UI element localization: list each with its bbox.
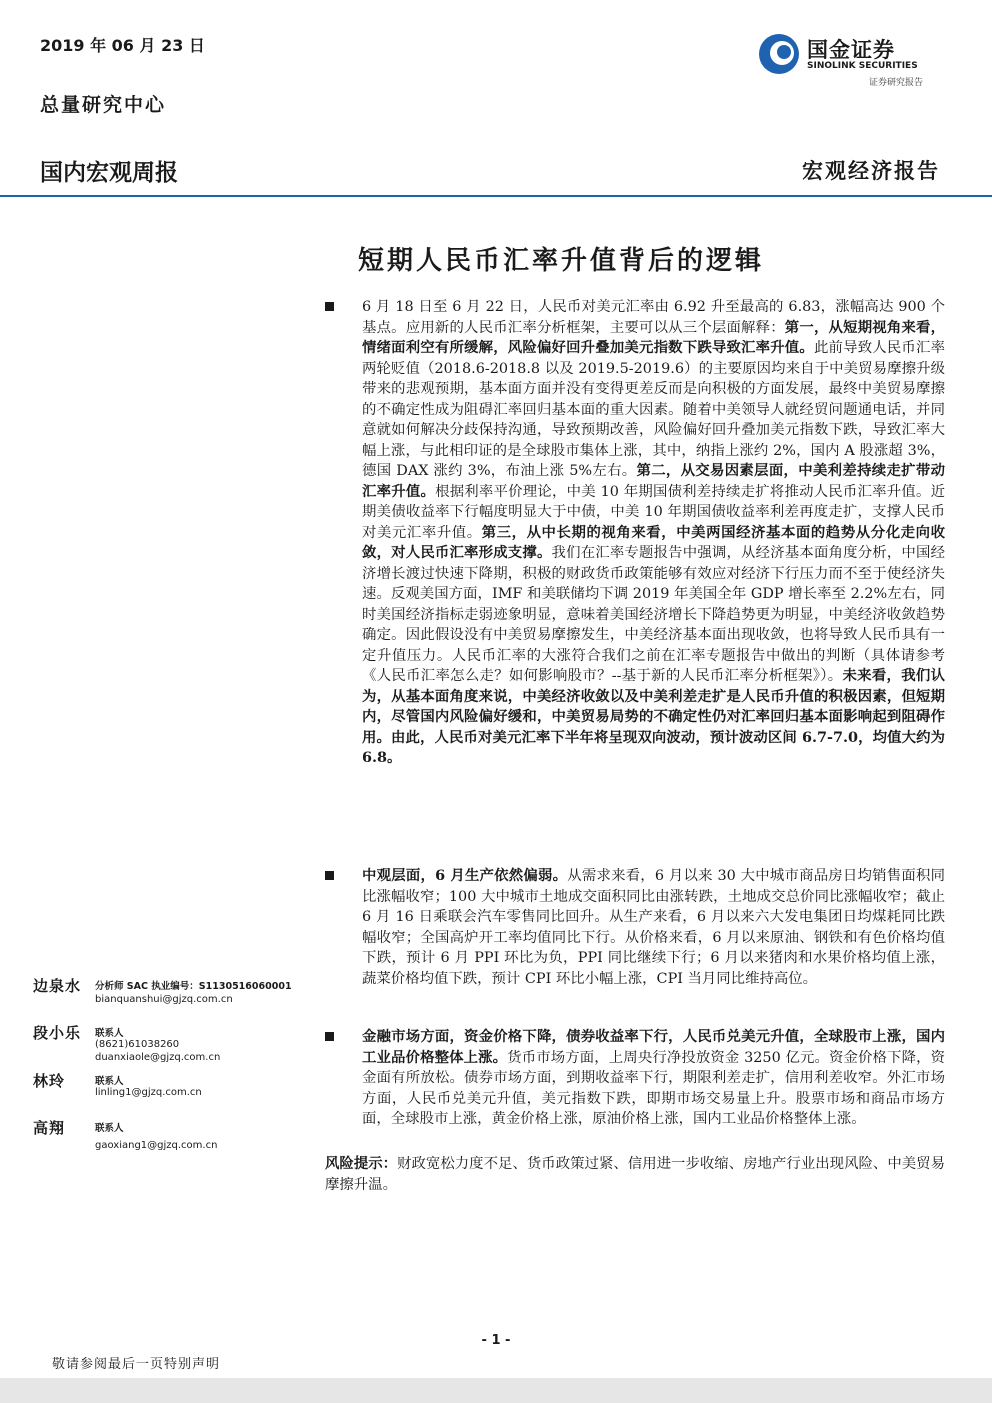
- bullet-segment: 从需求来看，6 月以来 30 大中城市商品房日均销售面积同比涨幅收窄；100 大中城市土地成交面积同比由涨转跌，土地成交总价同比涨幅收窄；截止 6 月 16 日乘联会汽车零售同比回升。从生产来看，6 月以来六大发电集团日均煤耗同比跌幅收窄；全国高炉开工率均值同比下行。从价格来看，6 月以来原油、钢铁和有色价格均值下跌，预计 6 月 PPI 环比为负，PPI 同比继续下行；6 月以来猪肉和水果价格均值上涨，蔬菜价格均值下跌，预计 CPI 环比小幅上涨，CPI 当月同比维持高位。: [362, 868, 945, 987]
- analyst-phone: (8621)61038260: [95, 1039, 180, 1050]
- bullet-segment: 此前导致人民币汇率两轮贬值（2018.6-2018.8 以及 2019.5-2019.6）的主要原因均来自于中美贸易摩擦升级带来的悲观预期，基本面方面并没有变得更差反而是向积极的方面发展，最终中美贸易摩擦的不确定性成为阻碍汇率回归基本面的重大因素。随着中美领导人就经贸问题通电话，并同意就如何解决分歧保持沟通，导致预期改善，风险偏好回升叠加美元指数下跌，导致汇率大幅上涨，与此相印证的是全球股市集体上涨，其中，纳指上涨约 2%，国内 A 股涨超 3%，德国 DAX 涨约 3%，布油上涨 5%左右。: [362, 340, 945, 479]
- company-logo: [757, 30, 957, 92]
- bullet-emphasis: 未来看，我们认为，从基本面角度来说，中美经济收敛以及中美利差走扩是人民币升值的积极因素，但短期内，尽管国内风险偏好缓和，中美贸易局势的不确定性仍对汇率回归基本面影响起到阻碍作用。由此，人民币对美元汇率下半年将呈现双向波动，预计波动区间 6.7-7.0，均值大约为 6.8。: [362, 667, 945, 766]
- logo-subtitle: 证券研究报告: [869, 78, 924, 88]
- bullet-text: [362, 1027, 945, 1130]
- analyst-name: 林玲: [33, 1072, 66, 1090]
- report-type: 国内宏观周报: [40, 160, 178, 186]
- analyst-role: 联系人: [95, 1028, 124, 1039]
- report-date: 2019 年 06 月 23 日: [40, 36, 205, 55]
- bullet-square-icon: [325, 302, 334, 311]
- bullet-segment: 6 月 18 日至 6 月 22 日，人民币对美元汇率由 6.92 升至最高的 6.83，涨幅高达 900 个基点。应用新的人民币汇率分析框架，主要可以从三个层面解释：: [362, 299, 945, 336]
- bullet-square-icon: [325, 1032, 334, 1041]
- department-name: 总量研究中心: [40, 94, 167, 116]
- summary-bullet: [325, 1027, 945, 1130]
- risk-text: 财政宽松力度不足、货币政策过紧、信用进一步收缩、房地产行业出现风险、中美贸易摩擦升温。: [325, 1156, 945, 1193]
- summary-bullet: [325, 866, 945, 989]
- bullet-text: [362, 297, 945, 769]
- bullet-square-icon: [325, 871, 334, 880]
- analyst-role: 联系人: [95, 1123, 124, 1134]
- bullet-emphasis: 第二，从交易因素层面，中美利差持续走扩带动汇率升值。: [362, 462, 945, 500]
- bullet-emphasis: 第一，从短期视角来看，情绪面利空有所缓解，风险偏好回升叠加美元指数下跌导致汇率升值。: [362, 318, 945, 356]
- header-divider: [0, 195, 992, 197]
- sinolink-logo-icon: [757, 32, 801, 76]
- risk-warning: [325, 1154, 945, 1195]
- analyst-name: 段小乐: [33, 1024, 82, 1042]
- logo-name-en: SINOLINK SECURITIES: [807, 61, 918, 71]
- page-number: - 1 -: [481, 1333, 511, 1348]
- analyst-email[interactable]: linling1@gjzq.com.cn: [95, 1087, 202, 1098]
- bullet-emphasis: 金融市场方面，资金价格下降，债券收益率下行，人民币兑美元升值，全球股市上涨，国内工业品价格整体上涨。: [362, 1028, 945, 1066]
- bullet-segment: 我们在汇率专题报告中强调，从经济基本面角度分析，中国经济增长渡过快速下降期，积极的财政货币政策能够有效应对经济下行压力而不至于使经济失速。反观美国方面，IMF 和美联储均下调 2019 年美国全年 GDP 增长率至 2.2%左右，同时美国经济指标走弱迹象明显，意味着美国经济增长下降趋势更为明显，中美经济收敛趋势确定。因此假设没有中美贸易摩擦发生，中美经济基本面出现收敛，也将导致人民币具有一定升值压力。人民币汇率的大涨符合我们之前在汇率专题报告中做出的判断（具体请参考《人民币汇率怎么走？如何影响股市？--基于新的人民币汇率分析框架》）。: [362, 545, 945, 684]
- bullet-segment: 根据利率平价理论，中美 10 年期国债利差持续走扩将推动人民币汇率升值。近期美债收益率下行幅度明显大于中债，中美 10 年期国债收益率利差再度走扩，支撑人民币对美元汇率升值。: [362, 483, 945, 541]
- summary-bullet: [325, 297, 945, 769]
- analyst-role: 联系人: [95, 1076, 124, 1087]
- bullet-text: [362, 866, 945, 989]
- logo-name-cn: 国金证券: [807, 38, 895, 62]
- analyst-name: 高翔: [33, 1119, 66, 1137]
- bullet-emphasis: 第三，从中长期的视角来看，中美两国经济基本面的趋势从分化走向收敛，对人民币汇率形成支撑。: [362, 523, 945, 561]
- analyst-role: 分析师 SAC 执业编号：S1130516060001: [95, 981, 292, 992]
- footer-disclaimer: 敬请参阅最后一页特别声明: [52, 1357, 221, 1372]
- analyst-email[interactable]: gaoxiang1@gjzq.com.cn: [95, 1140, 218, 1151]
- analyst-name: 边泉水: [33, 977, 82, 995]
- footer-bar: [0, 1378, 992, 1403]
- bullet-emphasis: 中观层面，6 月生产依然偏弱。: [362, 867, 568, 884]
- risk-label: 风险提示：: [325, 1155, 398, 1172]
- analyst-email[interactable]: duanxiaole@gjzq.com.cn: [95, 1052, 221, 1063]
- report-category: 宏观经济报告: [802, 158, 940, 183]
- analyst-email[interactable]: bianquanshui@gjzq.com.cn: [95, 994, 233, 1005]
- report-title: 短期人民币汇率升值背后的逻辑: [357, 246, 764, 276]
- bullet-segment: 货币市场方面，上周央行净投放资金 3250 亿元。资金价格下降，资金面有所放松。债券市场方面，到期收益率下行，期限利差走扩，信用利差收窄。外汇市场方面，人民币兑美元升值，美元指数下跌，即期市场交易量上升。股票市场和商品市场方面，全球股市上涨，黄金价格上涨，原油价格上涨，国内工业品价格整体上涨。: [362, 1049, 945, 1127]
